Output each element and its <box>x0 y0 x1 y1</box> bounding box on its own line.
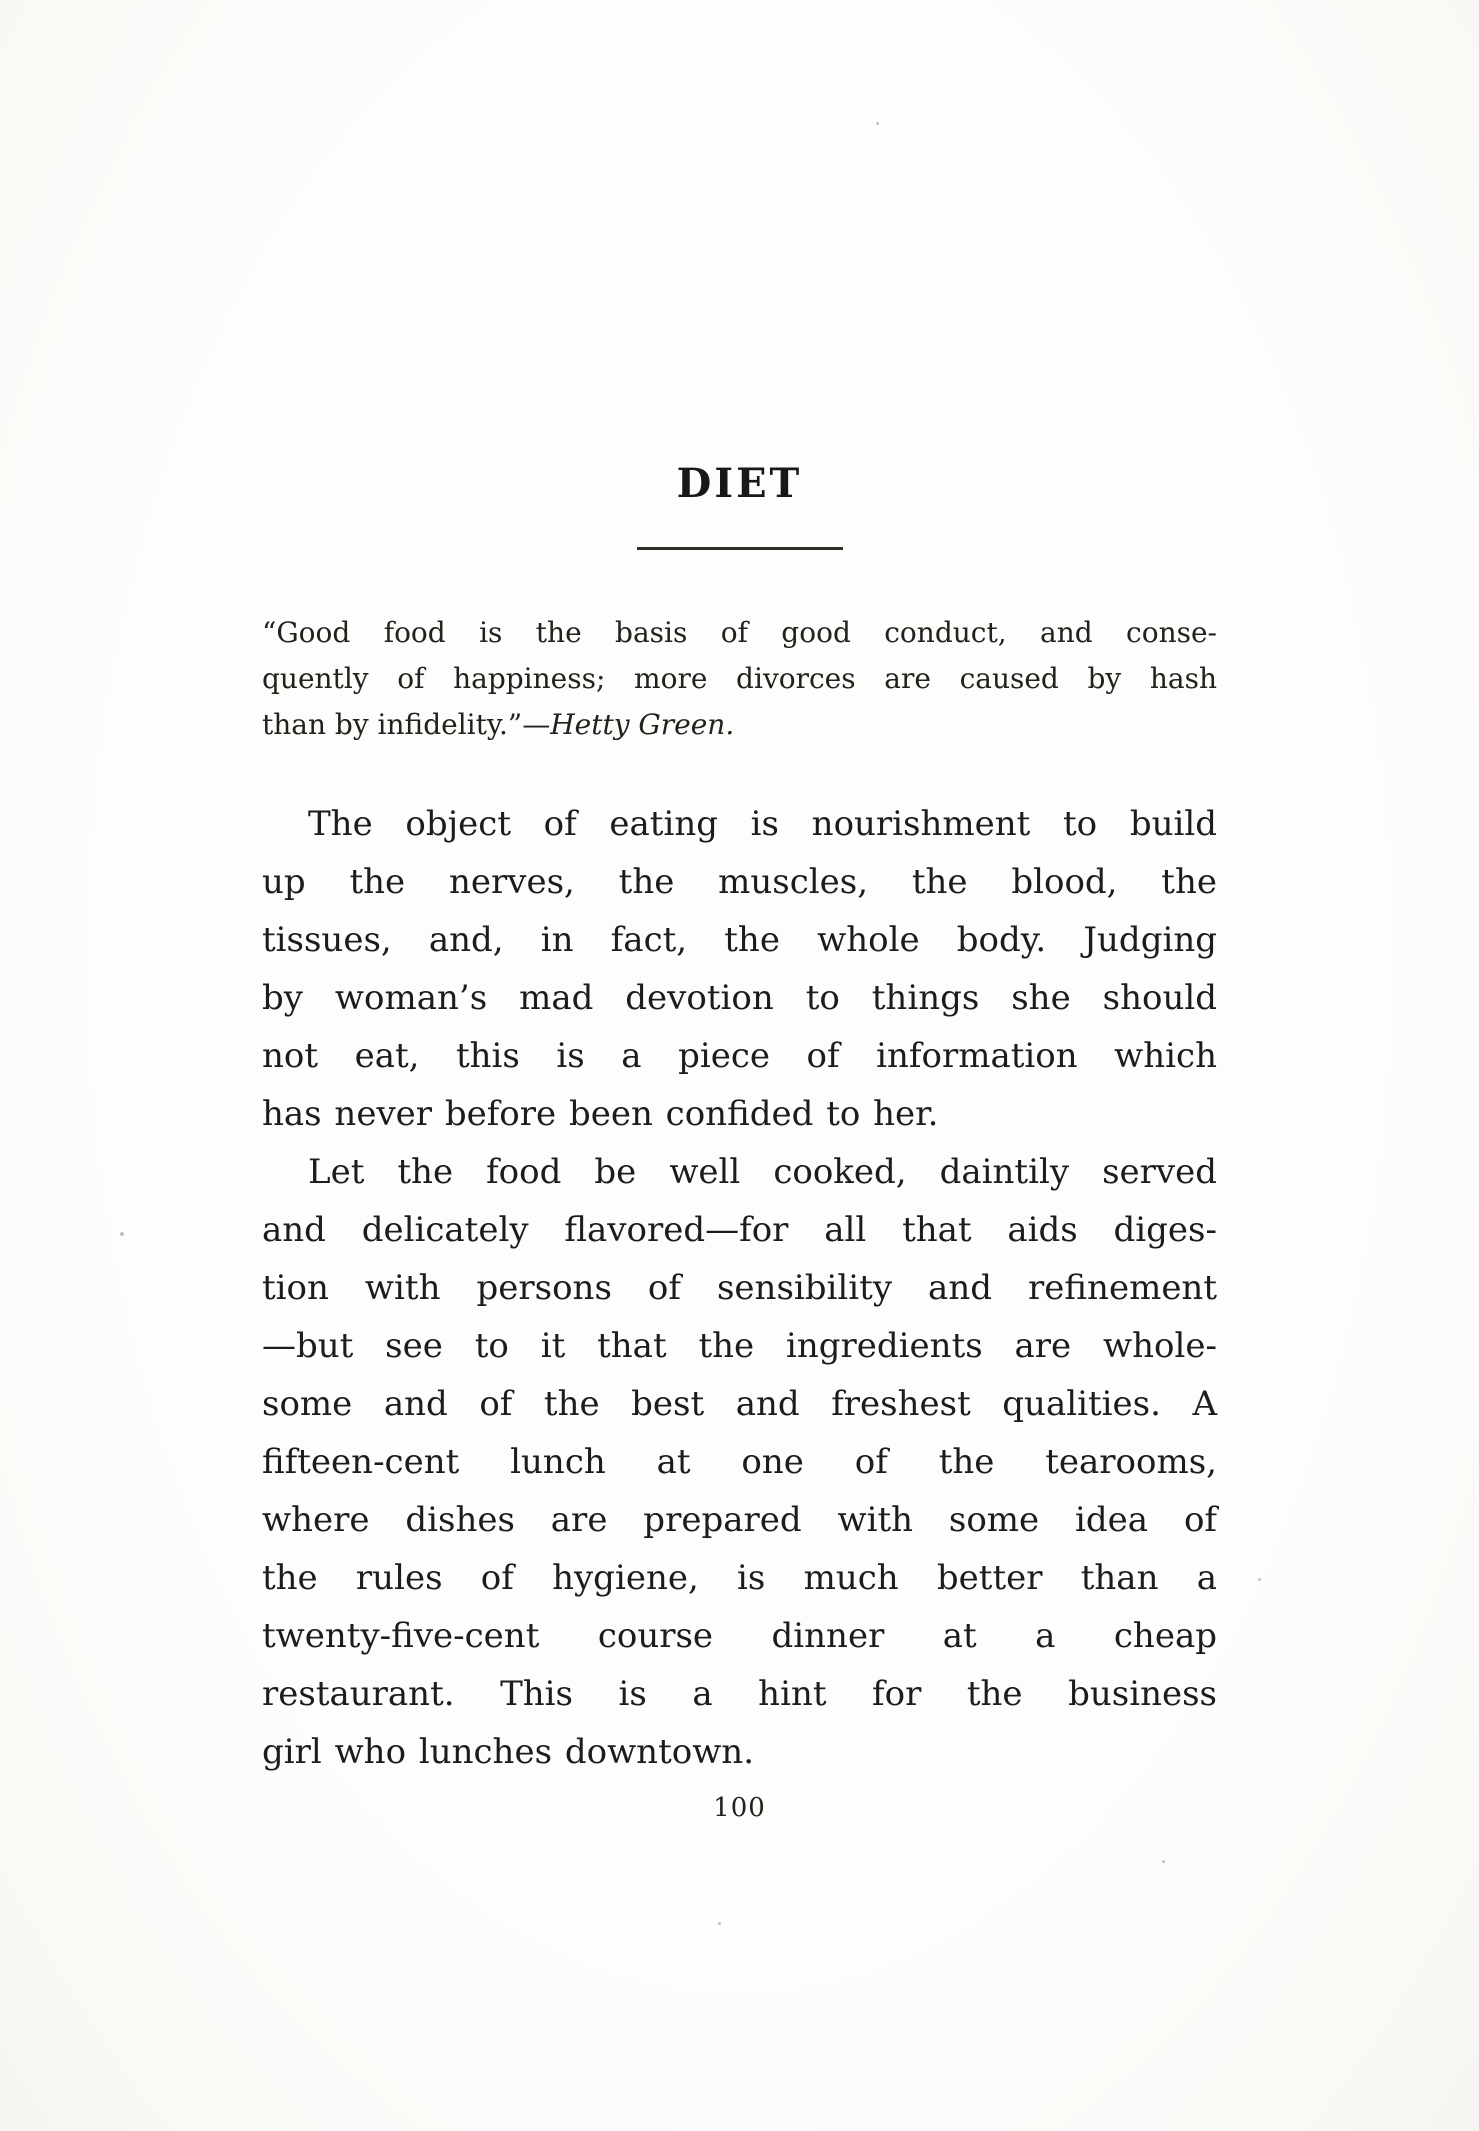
body-text <box>262 795 1217 1781</box>
page-title: DIET <box>676 460 803 507</box>
scan-speck <box>1162 1860 1165 1863</box>
text-line: and delicately flavored—for all that aids diges- <box>262 1210 1217 1250</box>
text-line: up the nerves, the muscles, the blood, the <box>262 862 1217 902</box>
scan-speck <box>1258 1578 1261 1581</box>
text-line: tion with persons of sensibility and refinement <box>262 1268 1217 1308</box>
text-line: twenty-five-cent course dinner at a cheap <box>262 1616 1217 1656</box>
text-line: The object of eating is nourishment to build <box>308 804 1217 844</box>
page-number: 100 <box>713 1793 766 1823</box>
page-content <box>262 0 1217 1823</box>
title-rule <box>637 547 843 550</box>
text-line: the rules of hygiene, is much better than a <box>262 1558 1217 1598</box>
epigraph-line: “Good food is the basis of good conduct, and conse- <box>262 616 1217 649</box>
text-line: fifteen-cent lunch at one of the tearooms, <box>262 1442 1217 1482</box>
text-line: tissues, and, in fact, the whole body. Judging <box>262 920 1217 960</box>
text-line: Let the food be well cooked, daintily served <box>308 1152 1217 1192</box>
text-line: where dishes are prepared with some idea of <box>262 1500 1217 1540</box>
scan-speck <box>718 1922 721 1925</box>
text-line: has never before been confided to her. <box>262 1094 939 1134</box>
epigraph-line <box>262 702 1217 748</box>
epigraph <box>262 610 1217 748</box>
epigraph-attribution: Hetty Green. <box>550 708 735 741</box>
text-line: restaurant. This is a hint for the business <box>262 1674 1217 1714</box>
epigraph-line: quently of happiness; more divorces are caused by hash <box>262 662 1217 695</box>
text-line: not eat, this is a piece of information which <box>262 1036 1217 1076</box>
paragraph <box>262 1143 1217 1781</box>
scan-speck <box>120 1232 124 1236</box>
text-line: girl who lunches downtown. <box>262 1732 755 1772</box>
scan-speck <box>876 122 879 125</box>
text-line: by woman’s mad devotion to things she should <box>262 978 1217 1018</box>
text-line: —but see to it that the ingredients are whole- <box>262 1326 1217 1366</box>
paragraph <box>262 795 1217 1143</box>
epigraph-closing-text: than by infidelity.”— <box>262 708 551 741</box>
text-line: some and of the best and freshest qualities. A <box>262 1384 1217 1424</box>
